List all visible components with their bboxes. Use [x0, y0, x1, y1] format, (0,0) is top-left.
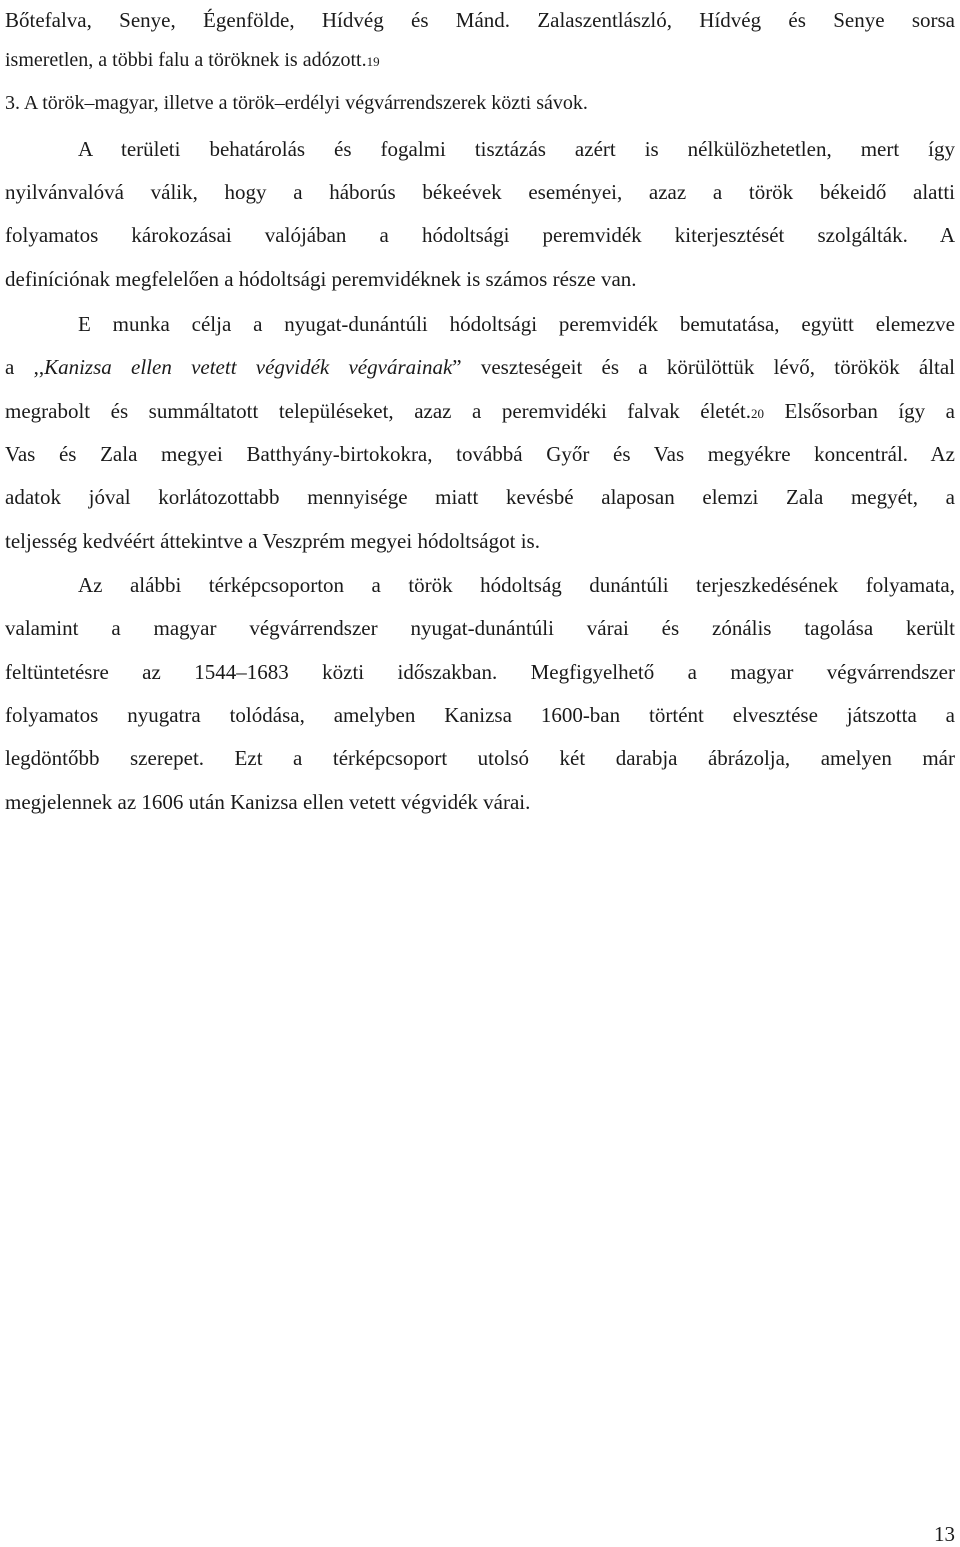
paragraph-line: folyamatos nyugatra tolódása, amelyben Kanizsa 1600-ban történt elvesztése játszotta a [5, 703, 955, 727]
paragraph-line: valamint a magyar végvárrendszer nyugat-dunántúli várai és zónális tagolása került [5, 616, 955, 640]
italic-title: Kanizsa ellen vetett végvidék végvárainak [44, 355, 453, 379]
footnote-marker[interactable]: 19 [366, 54, 380, 69]
paragraph-line: feltüntetésre az 1544–1683 közti időszakban. Megfigyelhető a magyar végvárrendszer [5, 660, 955, 684]
paragraph-text: a ,, [5, 355, 45, 379]
paragraph-line [5, 398, 955, 427]
page-number: 13 [934, 1522, 955, 1546]
paragraph-line: adatok jóval korlátozottabb mennyisége miatt kevésbé alaposan elemzi Zala megyét, a [5, 485, 955, 509]
paragraph-text: megrabolt és summáltatott településeket, azaz a peremvidéki falvak életét. [5, 399, 751, 423]
paragraph-line: Vas és Zala megyei Batthyány-birtokokra, továbbá Győr és Vas megyékre koncentrál. Az [5, 442, 955, 466]
paragraph-line [5, 47, 955, 75]
paragraph-line: Az alábbi térképcsoporton a török hódoltság dunántúli terjeszkedésének folyamata, [78, 573, 955, 597]
paragraph-line [5, 354, 955, 380]
paragraph-text: Elsősorban így a [763, 399, 955, 423]
section-heading: 3. A török–magyar, illetve a török–erdélyi végvárrendszerek közti sávok. [5, 92, 588, 114]
paragraph-line: teljesség kedvéért áttekintve a Veszprém megyei hódoltságot is. [5, 529, 540, 553]
paragraph-line: Bőtefalva, Senye, Égenfölde, Hídvég és Mánd. Zalaszentlászló, Hídvég és Senye sorsa [5, 8, 955, 32]
paragraph-line: definíciónak megfelelően a hódoltsági peremvidéknek is számos része van. [5, 267, 637, 291]
paragraph-line: A területi behatárolás és fogalmi tisztázás azért is nélkülözhetetlen, mert így [78, 137, 955, 161]
paragraph-line: folyamatos károkozásai valójában a hódoltsági peremvidék kiterjesztését szolgálták. A [5, 223, 955, 247]
paragraph-text: ” veszteségeit és a körülöttük lévő, törökök által [452, 355, 955, 379]
paragraph-line: megjelennek az 1606 után Kanizsa ellen vetett végvidék várai. [5, 790, 531, 814]
paragraph-line: nyilvánvalóvá válik, hogy a háborús békeévek eseményei, azaz a török békeidő alatti [5, 180, 955, 204]
paragraph-line: legdöntőbb szerepet. Ezt a térképcsoport utolsó két darabja ábrázolja, amelyen már [5, 746, 955, 770]
paragraph-line: E munka célja a nyugat-dunántúli hódoltsági peremvidék bemutatása, együtt elemezve [78, 312, 955, 336]
paragraph-text: ismeretlen, a többi falu a töröknek is adózott. [5, 49, 367, 71]
footnote-marker[interactable]: 20 [750, 406, 764, 421]
